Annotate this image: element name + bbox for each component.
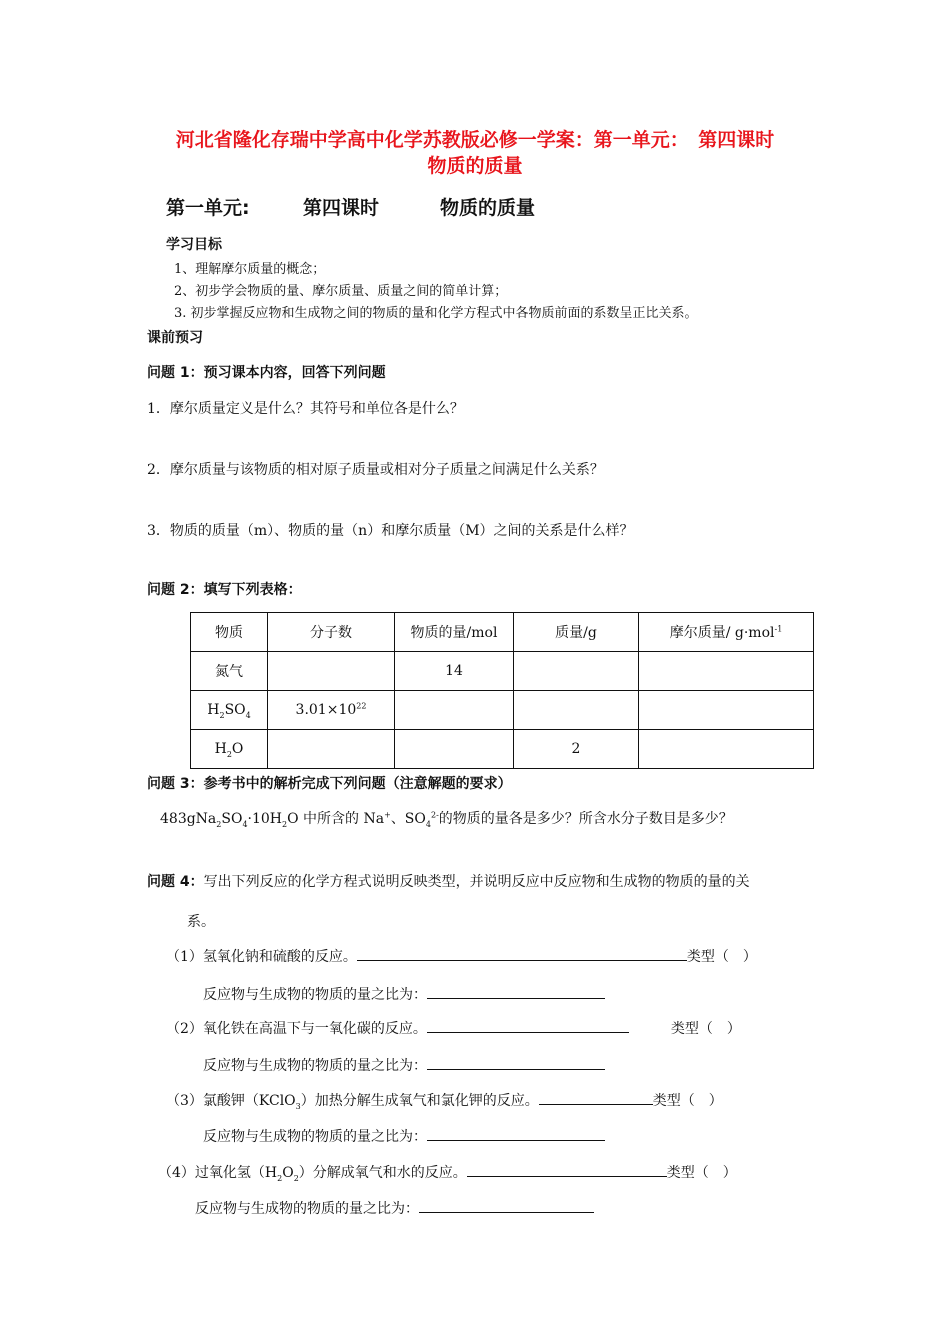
equation-blank[interactable] — [539, 1090, 653, 1105]
cell-mass: 2 — [514, 730, 639, 769]
q4-item-3-ratio: 反应物与生成物的物质的量之比为： — [203, 1126, 605, 1146]
objectives-title: 学习目标 — [166, 237, 222, 253]
header-moles: 物质的量/mol — [395, 613, 514, 652]
equation-blank[interactable] — [357, 946, 687, 961]
lesson-topic: 物质的质量 — [440, 197, 536, 219]
cell-mass[interactable] — [514, 652, 639, 691]
cell-substance: $H_2O$ — [191, 730, 268, 769]
q2-title: 问题 2：填写下列表格： — [147, 582, 302, 598]
cell-molar-mass[interactable] — [639, 691, 814, 730]
header-molar-mass — [639, 613, 814, 652]
q1-title: 问题 1：预习课本内容，回答下列问题 — [147, 365, 386, 381]
cell-moles[interactable] — [395, 691, 514, 730]
ratio-blank[interactable] — [427, 984, 605, 999]
cell-molar-mass[interactable] — [639, 652, 814, 691]
header-substance: 物质 — [191, 613, 268, 652]
table-header-row — [191, 613, 814, 652]
header-mass: 质量/g — [514, 613, 639, 652]
q4-text-cont: 系。 — [187, 914, 215, 930]
q4-text: 写出下列反应的化学方程式说明反映类型，并说明反应中反应物和生成物的物质的量的关 — [203, 874, 750, 890]
equation-blank[interactable] — [467, 1162, 667, 1177]
molecules-value: 3.01×10 — [295, 702, 357, 718]
objective-item-3: 3. 初步掌握反应物和生成物之间的物质的量和化学方程式中各物质前面的系数呈正比关系。 — [174, 306, 698, 321]
q4-item-3: （3）氯酸钾（KClO$_3$）加热分解生成氧气和氯化钾的反应。 类型（ ） — [166, 1090, 723, 1110]
table-row — [191, 691, 814, 730]
q4-item-4-ratio: 反应物与生成物的物质的量之比为： — [195, 1198, 594, 1218]
ratio-blank[interactable] — [427, 1126, 605, 1141]
objective-item-1: 1、理解摩尔质量的概念； — [174, 262, 326, 277]
q4-item-1: （1）氢氧化钠和硫酸的反应。 类型（ ） — [166, 946, 757, 966]
objective-item-2: 2、初步学会物质的量、摩尔质量、质量之间的简单计算； — [174, 284, 508, 299]
table-row — [191, 730, 814, 769]
cell-moles: 14 — [395, 652, 514, 691]
table-row — [191, 652, 814, 691]
cell-substance: 氮气 — [191, 652, 268, 691]
lesson-unit: 第一单元: — [166, 197, 250, 219]
molecules-exponent: 22 — [356, 701, 367, 711]
cell-molecules[interactable] — [268, 730, 395, 769]
cell-mass[interactable] — [514, 691, 639, 730]
q4-item-1-ratio: 反应物与生成物的物质的量之比为： — [203, 984, 605, 1004]
q4-item-4: （4）过氧化氢$(H_2O_2)$分解成氧气和水的反应。 类型（ ） — [158, 1162, 737, 1182]
ratio-blank[interactable] — [427, 1055, 605, 1070]
equation-blank[interactable] — [427, 1018, 629, 1033]
q1-item-3: 3．物质的质量（m）、物质的量（n）和摩尔质量（M）之间的关系是什么样？ — [147, 523, 634, 539]
q4-item-2-ratio: 反应物与生成物的物质的量之比为： — [203, 1055, 605, 1075]
q1-item-1: 1．摩尔质量定义是什么？其符号和单位各是什么？ — [147, 401, 464, 417]
header-molar-mass-exponent: -1 — [774, 624, 783, 634]
ratio-blank[interactable] — [419, 1198, 594, 1213]
document-title-line1: 河北省隆化存瑞中学高中化学苏教版必修一学案：第一单元： 第四课时 — [175, 129, 775, 151]
cell-moles[interactable] — [395, 730, 514, 769]
preview-title: 课前预习 — [147, 330, 203, 346]
cell-molecules[interactable] — [268, 652, 395, 691]
q3-title: 问题 3：参考书中的解析完成下列问题（注意解题的要求） — [147, 776, 512, 792]
header-molar-mass-label: 摩尔质量/ g·mol — [669, 625, 775, 641]
cell-substance: $H_2SO_4$ — [191, 691, 268, 730]
cell-molecules — [268, 691, 395, 730]
q3-text: $483gNa_2SO_4\cdot 10H_2O$ 中所含的 Na+、$SO_4^{2-}$的物质的量各是多少？所含水分子数目是多少？ — [160, 810, 733, 829]
lesson-number: 第四课时 — [303, 197, 380, 219]
q1-item-2: 2．摩尔质量与该物质的相对原子质量或相对分子质量之间满足什么关系？ — [147, 462, 604, 478]
substance-table — [190, 612, 814, 769]
q4-item-2: （2）氧化铁在高温下与一氧化碳的反应。 类型（ ） — [166, 1018, 741, 1038]
q4-title: 问题 4： — [147, 874, 204, 890]
q4-line — [147, 871, 750, 891]
document-title-line2: 物质的质量 — [427, 155, 523, 177]
header-molecules: 分子数 — [268, 613, 395, 652]
cell-molar-mass[interactable] — [639, 730, 814, 769]
